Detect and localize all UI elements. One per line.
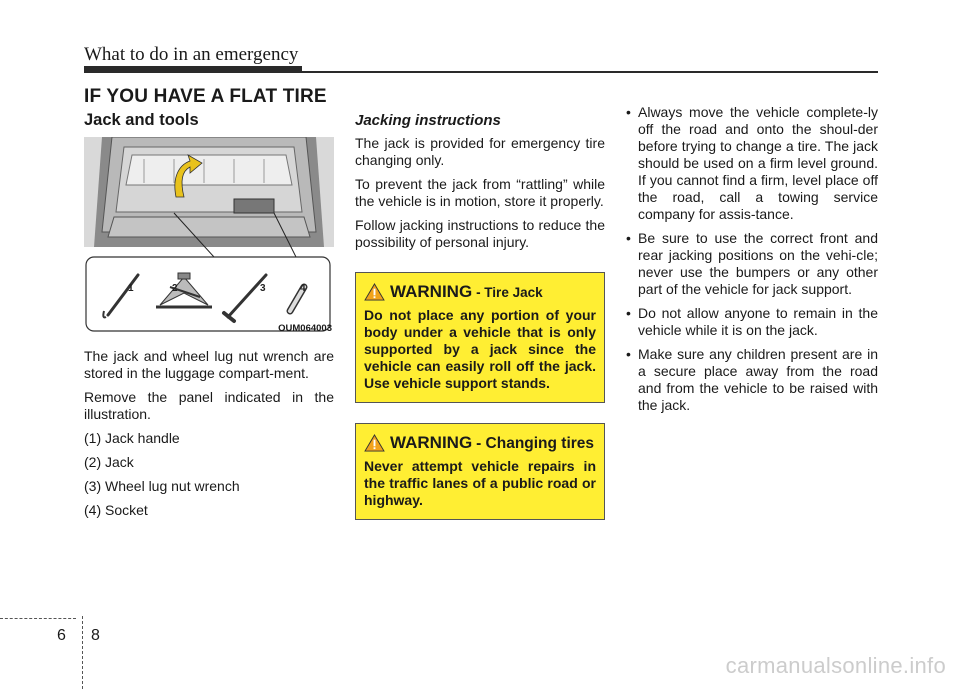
footer-rule bbox=[0, 618, 76, 619]
warning-word: WARNING bbox=[390, 282, 473, 301]
page-number: 8 bbox=[91, 627, 100, 644]
section-title: IF YOU HAVE A FLAT TIRE bbox=[84, 86, 327, 107]
paragraph-remove-panel: Remove the panel indicated in the illustration. bbox=[84, 389, 334, 422]
trunk-tools-illustration bbox=[84, 137, 334, 335]
safety-bullet-list bbox=[626, 104, 878, 414]
warning-box-tire-jack bbox=[355, 272, 605, 403]
warning-triangle-icon bbox=[364, 434, 385, 452]
warning-header bbox=[364, 434, 596, 452]
paragraph-storage: The jack and wheel lug nut wrench are stored in the luggage compart-ment. bbox=[84, 348, 334, 381]
tool-item-2: (2) Jack bbox=[84, 454, 134, 470]
tool-item-1: (1) Jack handle bbox=[84, 430, 180, 446]
column-jack-and-tools bbox=[84, 112, 334, 526]
tool-number-4: 4 bbox=[300, 283, 306, 294]
warning-subtitle: - Tire Jack bbox=[476, 285, 543, 300]
trunk-illustration bbox=[84, 137, 334, 335]
watermark: carmanualsonline.info bbox=[725, 653, 946, 678]
bullet-move-off-road: • Always move the vehicle complete-ly off the road and onto the shoul-der before trying to change a tire. The jack should be used on a firm level ground. If you cannot find a firm, level place off the road, call a towing service company for assis-tance. bbox=[626, 104, 878, 223]
paragraph-rattling: To prevent the jack from “rattling” while the vehicle is in motion, store it properly. bbox=[355, 176, 605, 209]
chapter-number: 6 bbox=[57, 627, 66, 644]
image-code-caption: OUM064003 bbox=[278, 323, 332, 334]
header-title: What to do in an emergency bbox=[84, 44, 299, 65]
warning-text: Never attempt vehicle repairs in the traffic lanes of a public road or highway. bbox=[364, 458, 596, 508]
warning-subtitle: - Changing tires bbox=[476, 435, 595, 452]
header-rule bbox=[84, 71, 878, 73]
tool-number-1: 1 bbox=[128, 283, 134, 294]
warning-word: WARNING bbox=[390, 433, 473, 452]
column-safety-bullets bbox=[626, 104, 878, 421]
tool-item-3: (3) Wheel lug nut wrench bbox=[84, 478, 240, 494]
paragraph-follow: Follow jacking instructions to reduce the possibility of personal injury. bbox=[355, 217, 605, 250]
tool-number-2: 2 bbox=[172, 283, 178, 294]
warning-triangle-icon bbox=[364, 283, 385, 301]
tool-number-3: 3 bbox=[260, 283, 266, 294]
tool-item-4: (4) Socket bbox=[84, 502, 148, 518]
column-jacking-instructions bbox=[355, 112, 605, 533]
jack-and-tools-heading: Jack and tools bbox=[84, 111, 199, 129]
warning-box-changing-tires bbox=[355, 423, 605, 520]
jacking-instructions-heading: Jacking instructions bbox=[355, 112, 501, 129]
page-divider bbox=[82, 616, 83, 689]
warning-text: Do not place any portion of your body under a vehicle that is only supported by a jack since the vehicle can easily roll off the jack. Use vehicle support stands. bbox=[364, 307, 596, 391]
warning-header bbox=[364, 283, 596, 301]
bullet-no-one-in-vehicle: • Do not allow anyone to remain in the vehicle while it is on the jack. bbox=[626, 305, 878, 339]
bullet-children-safe: • Make sure any children present are in a secure place away from the road and from the vehicle to be raised with the jack. bbox=[626, 346, 878, 414]
bullet-jacking-positions: • Be sure to use the correct front and rear jacking positions on the vehi-cle; never use the bumpers or any other part of the vehicle for jack support. bbox=[626, 230, 878, 298]
paragraph-emergency-only: The jack is provided for emergency tire changing only. bbox=[355, 135, 605, 168]
